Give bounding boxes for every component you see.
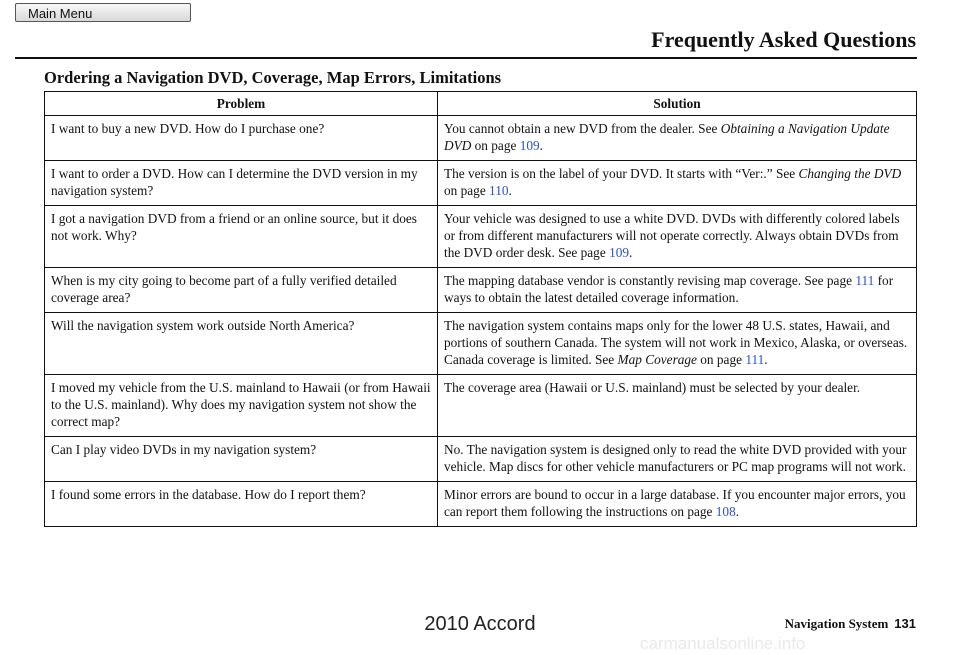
- page-link[interactable]: 110: [489, 183, 509, 198]
- problem-cell: Can I play video DVDs in my navigation system?: [45, 437, 438, 482]
- reference-title: Map Coverage: [617, 352, 697, 367]
- solution-text: No. The navigation system is designed only to read the white DVD provided with your vehicle. Map discs for other vehicle manufacturers or PC map programs will not work.: [444, 442, 907, 474]
- solution-text: Your vehicle was designed to use a white DVD. DVDs with differently colored labels or from different manufacturers will not operate correctly. Always obtain DVDs from the DVD order desk. See page: [444, 211, 900, 260]
- solution-cell: [438, 206, 917, 268]
- problem-cell: I got a navigation DVD from a friend or an online source, but it does not work. Why?: [45, 206, 438, 268]
- solution-cell: [438, 375, 917, 437]
- table-row: [45, 206, 917, 268]
- table-row: [45, 161, 917, 206]
- solution-cell: [438, 268, 917, 313]
- page-link[interactable]: 111: [745, 352, 765, 367]
- solution-text: for ways to obtain the latest detailed coverage information.: [444, 273, 894, 305]
- solution-text: The version is on the label of your DVD. It starts with “Ver:.” See: [444, 166, 799, 181]
- table-row: [45, 437, 917, 482]
- solution-cell: [438, 116, 917, 161]
- solution-text: on page: [471, 138, 520, 153]
- table-row: [45, 375, 917, 437]
- problem-cell: When is my city going to become part of a fully verified detailed coverage area?: [45, 268, 438, 313]
- page-link[interactable]: 109: [609, 245, 630, 260]
- problem-cell: I want to order a DVD. How can I determine the DVD version in my navigation system?: [45, 161, 438, 206]
- table-row: [45, 313, 917, 375]
- solution-text: The navigation system contains maps only for the lower 48 U.S. states, Hawaii, and portions of southern Canada. The system will not work in Mexico, Alaska, or overseas. Canada coverage is limited. See: [444, 318, 908, 367]
- title-divider: [15, 57, 917, 59]
- reference-title: Obtaining a Navigation Update DVD: [444, 121, 890, 153]
- solution-text: .: [508, 183, 512, 198]
- solution-text: The coverage area (Hawaii or U.S. mainland) must be selected by your dealer.: [444, 380, 861, 395]
- faq-table: [44, 91, 917, 527]
- column-header-problem: Problem: [45, 92, 438, 116]
- solution-cell: [438, 161, 917, 206]
- page-link[interactable]: 111: [855, 273, 875, 288]
- solution-cell: [438, 313, 917, 375]
- page-link[interactable]: 109: [519, 138, 540, 153]
- table-row: [45, 482, 917, 527]
- solution-text: The mapping database vendor is constantly revising map coverage. See page: [444, 273, 856, 288]
- solution-cell: [438, 482, 917, 527]
- solution-text: .: [764, 352, 768, 367]
- solution-cell: [438, 437, 917, 482]
- solution-text: on page: [696, 352, 746, 367]
- solution-text: .: [735, 504, 740, 519]
- table-header-row: [45, 92, 917, 116]
- site-watermark: carmanualsonline.info: [640, 634, 806, 653]
- model-watermark: 2010 Accord: [424, 613, 536, 635]
- solution-text: .: [539, 138, 543, 153]
- page-number: 131: [894, 616, 916, 631]
- column-header-solution: Solution: [438, 92, 917, 116]
- problem-cell: I want to buy a new DVD. How do I purchase one?: [45, 116, 438, 161]
- main-menu-button[interactable]: Main Menu: [15, 3, 191, 22]
- solution-text: You cannot obtain a new DVD from the dealer. See: [444, 121, 721, 136]
- problem-cell: I found some errors in the database. How do I report them?: [45, 482, 438, 527]
- table-row: [45, 116, 917, 161]
- page-title: Frequently Asked Questions: [651, 27, 916, 52]
- reference-title: Changing the DVD: [798, 166, 902, 181]
- table-row: [45, 268, 917, 313]
- problem-cell: Will the navigation system work outside North America?: [45, 313, 438, 375]
- footer-system-label: Navigation System: [784, 616, 889, 631]
- problem-cell: I moved my vehicle from the U.S. mainland to Hawaii (or from Hawaii to the U.S. mainland). Why does my navigation system not show the correct map?: [45, 375, 438, 437]
- section-heading: Ordering a Navigation DVD, Coverage, Map Errors, Limitations: [44, 68, 502, 87]
- page-link[interactable]: 108: [715, 504, 736, 519]
- solution-text: .: [629, 245, 633, 260]
- solution-text: on page: [444, 183, 490, 198]
- solution-text: Minor errors are bound to occur in a large database. If you encounter major errors, you can report them following the instructions on page: [444, 487, 906, 519]
